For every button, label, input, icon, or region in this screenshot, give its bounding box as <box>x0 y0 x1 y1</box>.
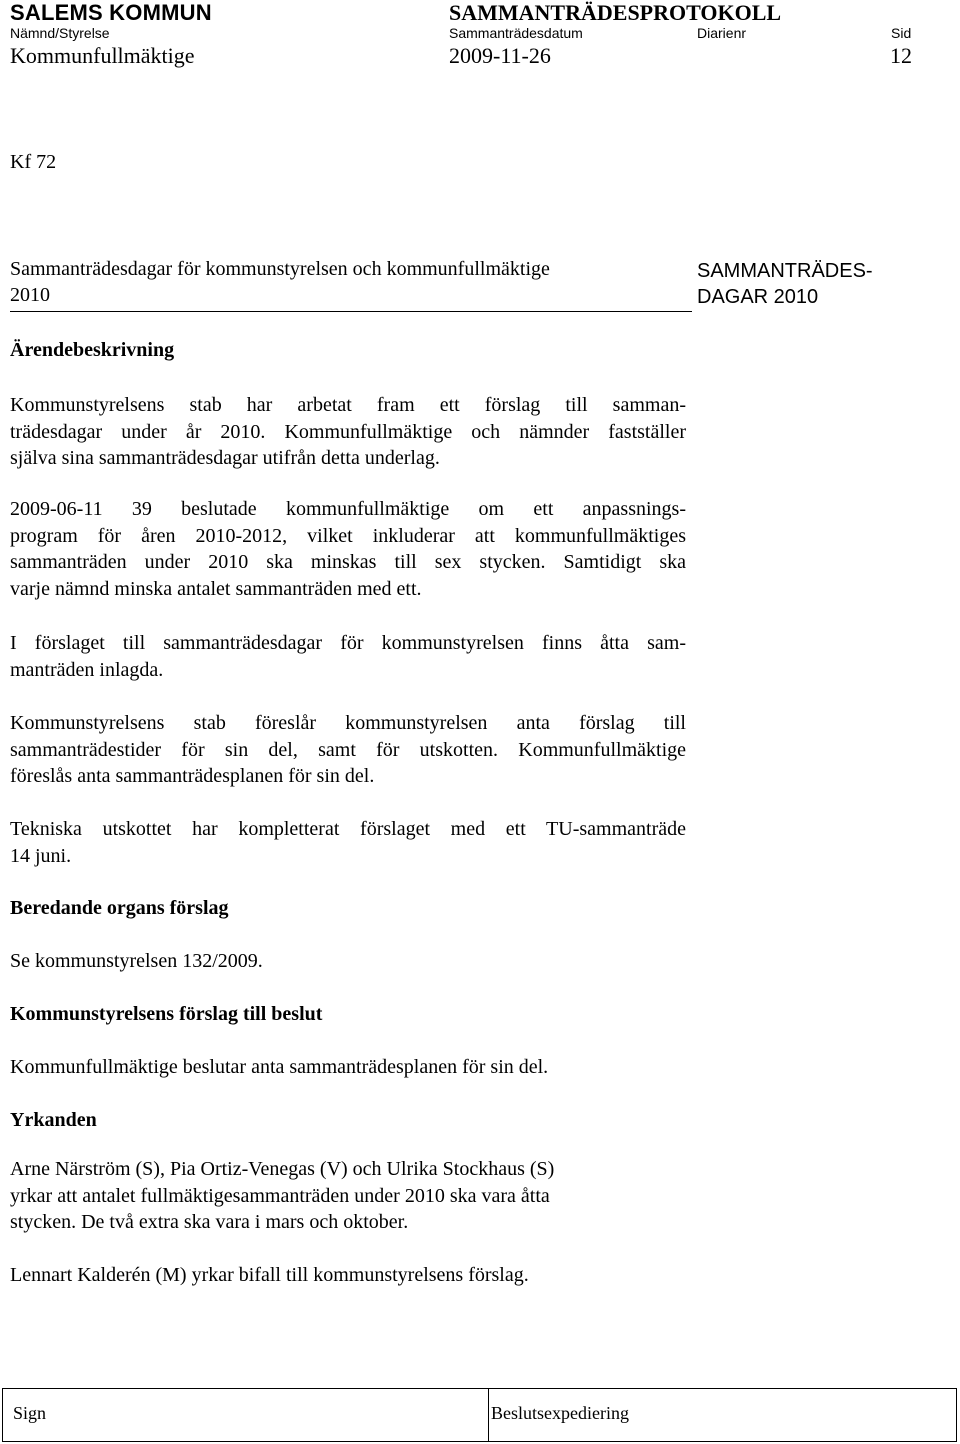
paragraph-line: trädesdagar under år 2010. Kommunfullmäktige och nämnder fastställer <box>10 420 686 443</box>
paragraph-line: sammanträdestider för sin del, samt för utskotten. Kommunfullmäktige <box>10 738 686 761</box>
label-body: Nämnd/Styrelse <box>10 25 110 41</box>
sign-label: Sign <box>13 1403 47 1423</box>
yrkanden-paragraph-1 <box>10 1156 650 1236</box>
paragraph-line: manträden inlagda. <box>10 658 164 681</box>
paragraph-number: Kf 72 <box>10 151 57 173</box>
title-underline <box>10 311 692 312</box>
beredande-text: Se kommunstyrelsen 132/2009. <box>10 950 263 972</box>
paragraph-5 <box>10 816 686 869</box>
item-title-line1: Sammanträdesdagar för kommunstyrelsen och kommunfullmäktige <box>10 258 550 280</box>
paragraph-line: varje nämnd minska antalet sammanträden med ett. <box>10 577 422 600</box>
heading-beredande-organs-forslag: Beredande organs förslag <box>10 897 229 919</box>
beslutsexpediering-label: Beslutsexpediering <box>491 1403 629 1423</box>
org-name: SALEMS KOMMUN <box>10 0 212 25</box>
paragraph-line: sammanträden under 2010 ska minskas till sex stycken. Samtidigt ska <box>10 551 686 573</box>
paragraph-line: I förslaget till sammanträdesdagar för kommunstyrelsen finns åtta sam- <box>10 632 686 654</box>
paragraph-line: Kommunstyrelsens stab har arbetat fram ett förslag till samman- <box>10 394 686 416</box>
paragraph-line: yrkar att antalet fullmäktigesammanträden under 2010 ska vara åtta <box>10 1184 550 1207</box>
paragraph-line: 2009-06-11 39 beslutade kommunfullmäktige om ett anpassnings- <box>10 498 686 520</box>
document-type: SAMMANTRÄDESPROTOKOLL <box>449 0 782 25</box>
paragraph-line: föreslås anta sammanträdesplanen för sin del. <box>10 765 375 787</box>
paragraph-line: Arne Närström (S), Pia Ortiz-Venegas (V) och Ulrika Stockhaus (S) <box>10 1158 555 1180</box>
paragraph-1 <box>10 392 686 472</box>
footer-divider <box>488 1389 489 1441</box>
yrkanden-paragraph-2: Lennart Kalderén (M) yrkar bifall till kommunstyrelsens förslag. <box>10 1264 529 1286</box>
paragraph-3 <box>10 630 686 683</box>
paragraph-line: program för åren 2010-2012, vilket inkluderar att kommunfullmäktiges <box>10 524 686 547</box>
heading-yrkanden: Yrkanden <box>10 1109 97 1131</box>
paragraph-line: Tekniska utskottet har kompletterat förslaget med ett TU-sammanträde <box>10 818 686 840</box>
label-diarienr: Diarienr <box>697 25 747 41</box>
paragraph-line: själva sina sammanträdesdagar utifrån detta underlag. <box>10 447 440 469</box>
signature-footer <box>2 1388 957 1442</box>
heading-ks-forslag: Kommunstyrelsens förslag till beslut <box>10 1003 323 1025</box>
item-title-line2: 2010 <box>10 284 50 306</box>
paragraph-2 <box>10 496 686 602</box>
paragraph-line: Kommunstyrelsens stab föreslår kommunstyrelsen anta förslag till <box>10 712 686 734</box>
paragraph-line: stycken. De två extra ska vara i mars och oktober. <box>10 1211 409 1233</box>
side-tag-line1: SAMMANTRÄDES- <box>697 260 873 282</box>
label-page: Sid <box>891 25 912 41</box>
label-meeting-date: Sammanträdesdatum <box>449 25 583 41</box>
heading-arendebeskrivning: Ärendebeskrivning <box>10 339 175 361</box>
body-value: Kommunfullmäktige <box>10 43 195 68</box>
paragraph-4 <box>10 710 686 790</box>
paragraph-line: 14 juni. <box>10 844 72 867</box>
page-number: 12 <box>890 43 912 68</box>
meeting-date-value: 2009-11-26 <box>449 43 551 68</box>
ks-forslag-text: Kommunfullmäktige beslutar anta sammanträdesplanen för sin del. <box>10 1056 549 1078</box>
side-tag-line2: DAGAR 2010 <box>697 286 819 308</box>
